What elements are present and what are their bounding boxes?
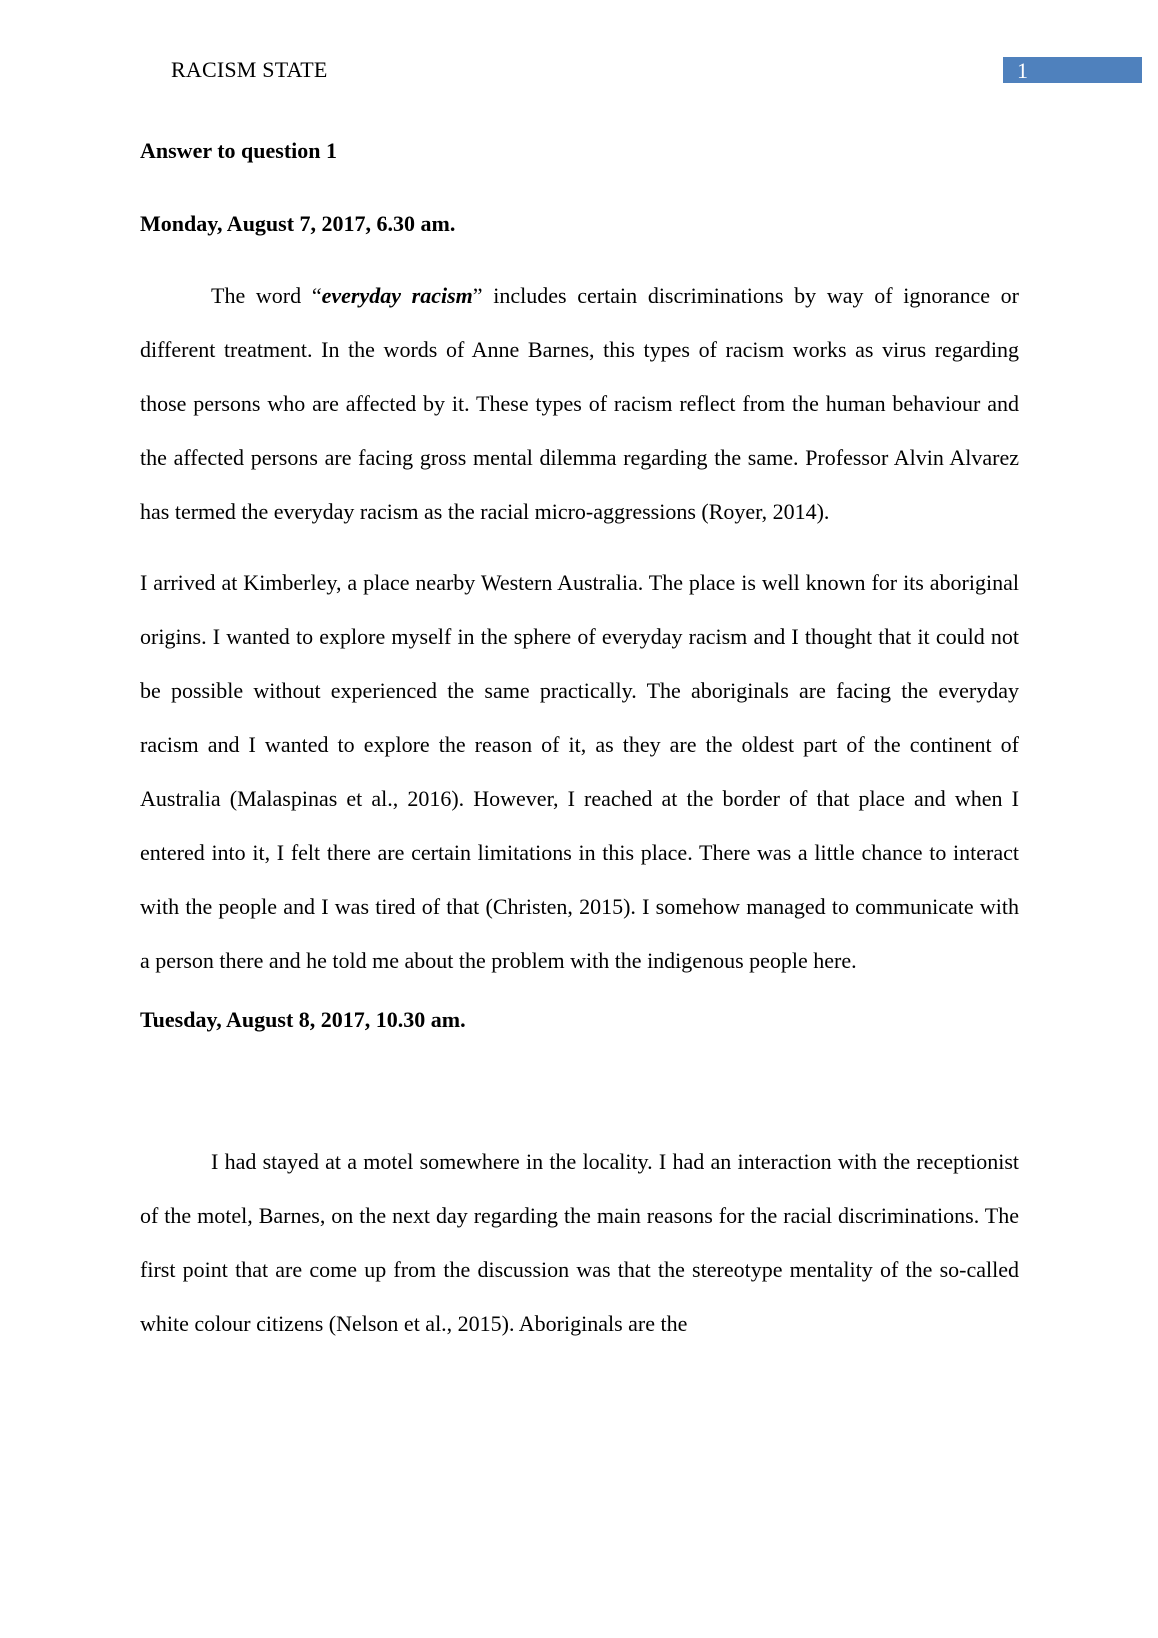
paragraph-motel: I had stayed at a motel somewhere in the locality. I had an interaction with the receptionist of the motel, Barnes, on the next day regarding the main reasons for the racial discriminations. The first point that are come up from the discussion was that the stereotype mentality of the so-called white colour citizens (Nelson et al., 2015). Aboriginals are the [140,1149,1019,1336]
entry-date-heading-1: Monday, August 7, 2017, 6.30 am. [140,211,456,236]
document-body [140,136,1019,1351]
entry-date-heading-2: Tuesday, August 8, 2017, 10.30 am. [140,1007,466,1032]
paragraph-everyday-racism [140,269,1019,539]
paragraph-1-prefix: The word “ [211,283,322,308]
page-number: 1 [1017,58,1028,83]
question-heading: Answer to question 1 [140,138,338,163]
running-head-title: RACISM STATE [171,57,328,82]
paragraph-kimberley: I arrived at Kimberley, a place nearby Western Australia. The place is well known for its aboriginal origins. I wanted to explore myself in the sphere of everyday racism and I thought that it could not be possible without experienced the same practically. The aboriginals are facing the everyday racism and I wanted to explore the reason of it, as they are the oldest part of the continent of Australia (Malaspinas et al., 2016). However, I reached at the border of that place and when I entered into it, I felt there are certain limitations in this place. There was a little chance to interact with the people and I was tired of that (Christen, 2015). I somehow managed to communicate with a person there and he told me about the problem with the indigenous people here. [140,570,1019,973]
paragraph-1-suffix: ” includes certain discriminations by way of ignorance or different treatment. In the words of Anne Barnes, this types of racism works as virus regarding those persons who are affected by it. These types of racism reflect from the human behaviour and the affected persons are facing gross mental dilemma regarding the same. Professor Alvin Alvarez has termed the everyday racism as the racial micro-aggressions (Royer, 2014). [140,283,1020,524]
emphasis-everyday-racism: everyday racism [321,283,473,308]
